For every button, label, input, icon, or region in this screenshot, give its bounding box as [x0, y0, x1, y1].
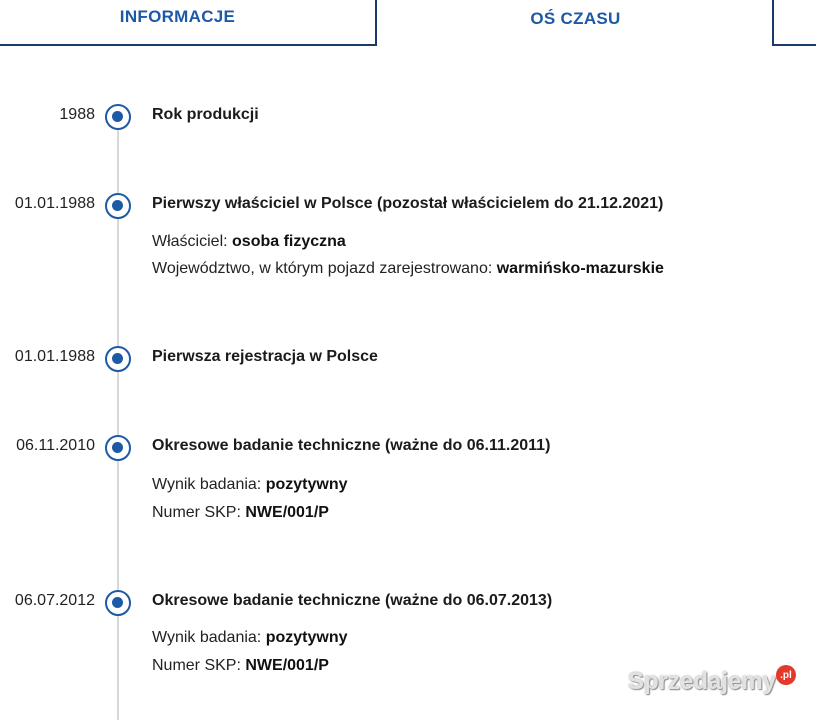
- event-detail: [152, 233, 346, 251]
- tab-informacje-label: INFORMACJE: [119, 7, 236, 26]
- watermark-badge: .pl: [776, 665, 796, 685]
- event-title: Okresowe badanie techniczne (ważne do 06.07.2013): [152, 592, 553, 609]
- event-date: 01.01.1988: [14, 195, 95, 212]
- event-detail: [152, 260, 664, 278]
- event-detail: [152, 504, 329, 522]
- timeline-dot-icon: [105, 590, 131, 616]
- detail-value: warmińsko-mazurskie: [496, 260, 664, 277]
- timeline-dot-icon: [105, 193, 131, 219]
- detail-label: Wynik badania:: [152, 629, 266, 646]
- detail-value: pozytywny: [265, 629, 348, 646]
- detail-label: Numer SKP:: [152, 657, 246, 674]
- event-date: 01.01.1988: [14, 348, 95, 365]
- event-detail: [152, 629, 348, 647]
- event-date: 06.11.2010: [16, 437, 95, 454]
- timeline-dot-icon: [105, 104, 131, 130]
- event-date: 06.07.2012: [14, 592, 95, 609]
- watermark-logo: Sprzedajemy: [628, 668, 777, 695]
- event-detail: [152, 476, 348, 494]
- timeline-dot-icon: [105, 435, 131, 461]
- event-title: Okresowe badanie techniczne (ważne do 06.11.2011): [152, 437, 551, 454]
- event-date: 1988: [59, 106, 95, 123]
- timeline-dot-icon: [105, 346, 131, 372]
- detail-label: Wynik badania:: [152, 476, 266, 493]
- detail-value: NWE/001/P: [245, 504, 329, 521]
- detail-value: osoba fizyczna: [232, 233, 346, 250]
- event-title: Rok produkcji: [152, 106, 259, 123]
- event-detail: [152, 657, 329, 675]
- event-title: Pierwsza rejestracja w Polsce: [152, 348, 378, 365]
- detail-label: Właściciel:: [152, 233, 233, 250]
- tab-os-czasu-label: OŚ CZASU: [530, 9, 621, 28]
- detail-label: Numer SKP:: [152, 504, 246, 521]
- event-title: Pierwszy właściciel w Polsce (pozostał właścicielem do 21.12.2021): [152, 195, 664, 212]
- detail-value: pozytywny: [265, 476, 348, 493]
- detail-value: NWE/001/P: [245, 657, 329, 674]
- detail-label: Województwo, w którym pojazd zarejestrowano:: [152, 260, 497, 277]
